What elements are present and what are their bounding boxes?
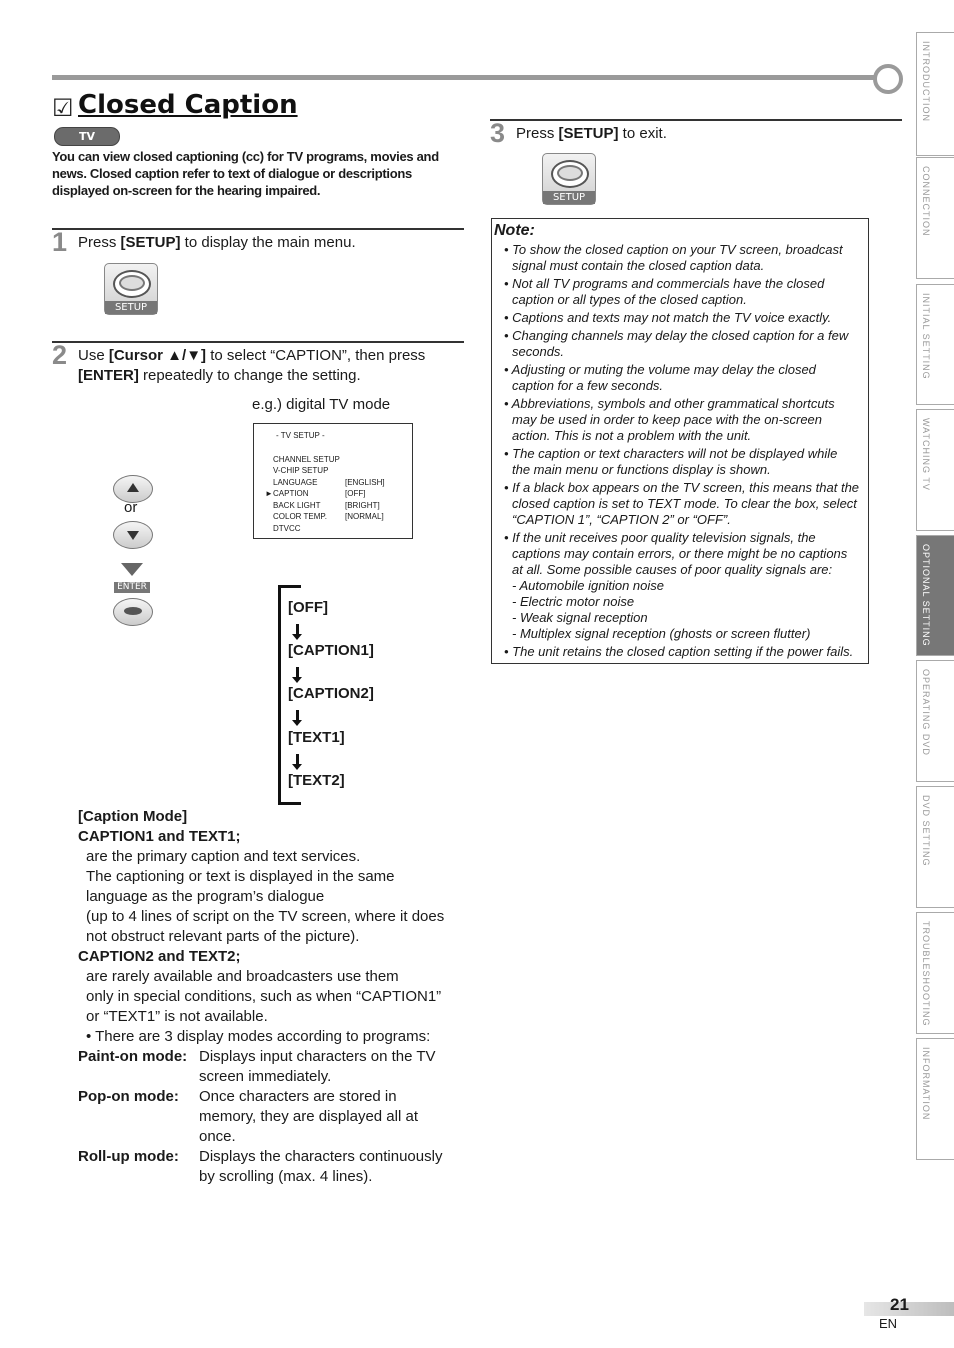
menu-item-value: [OFF] — [345, 489, 366, 498]
step3-text-post: to exit. — [618, 125, 667, 142]
note-line: • The unit retains the closed caption setting if the power fails. — [504, 644, 854, 659]
side-tab-label: INFORMATION — [921, 1047, 931, 1121]
page-number-bar — [864, 1302, 954, 1316]
mode-desc: by scrolling (max. 4 lines). — [199, 1168, 373, 1185]
caption2-line: are rarely available and broadcasters use them — [86, 968, 399, 985]
flow-item: [CAPTION1] — [288, 642, 374, 659]
note-line: • Changing channels may delay the closed caption for a few — [504, 328, 849, 343]
note-line: at all. Some possible causes of poor quality signals are: — [512, 562, 833, 577]
menu-item-label: V-CHIP SETUP — [273, 466, 329, 475]
note-line: • Abbreviations, symbols and other grammatical shortcuts — [504, 396, 835, 411]
side-tab-optional-setting[interactable] — [916, 535, 954, 656]
caption-mode-section — [78, 807, 464, 1047]
menu-item-label: CHANNEL SETUP — [273, 455, 340, 464]
page-number: 21 — [890, 1295, 909, 1314]
enter-button-dot — [124, 607, 142, 615]
menu-item-label: DTVCC — [273, 524, 301, 533]
side-tab-label: INTRODUCTION — [921, 41, 931, 122]
note-item — [504, 480, 866, 528]
step3-text — [516, 124, 667, 144]
caption1-line: not obstruct relevant parts of the picture). — [86, 928, 360, 945]
side-tab-operating-dvd[interactable] — [916, 660, 954, 782]
mode-name: Pop-on mode: — [78, 1088, 179, 1105]
note-line: • Not all TV programs and commercials have the closed — [504, 276, 825, 291]
side-tab-label: OPERATING DVD — [921, 669, 931, 756]
step2-line2-post: repeatedly to change the setting. — [138, 367, 361, 384]
step3-text-pre: Press — [516, 125, 559, 142]
side-tab-dvd-setting[interactable] — [916, 786, 954, 908]
caption1-line: language as the program’s dialogue — [86, 888, 325, 905]
note-line: • If a black box appears on the TV screen, this means that the — [504, 480, 860, 495]
setup-button-icon — [542, 153, 596, 205]
setup-button-label: SETUP — [105, 301, 157, 314]
down-arrow-icon — [127, 531, 139, 540]
note-item — [504, 530, 866, 642]
note-line: signal must contain the closed caption data. — [512, 258, 765, 273]
step3-rule — [490, 119, 902, 121]
note-line: the main menu or functions display is shown. — [512, 462, 771, 477]
caption1-heading: CAPTION1 and TEXT1; — [78, 828, 241, 845]
step2-text — [78, 346, 468, 386]
note-line: - Multiplex signal reception (ghosts or screen flutter) — [512, 626, 811, 641]
menu-title: - TV SETUP - — [276, 431, 325, 440]
note-item — [504, 362, 866, 394]
tv-setup-menu-screen — [253, 423, 413, 539]
side-tab-label: INITIAL SETTING — [921, 293, 931, 380]
mode-desc: once. — [199, 1128, 236, 1145]
side-tab-initial-setting[interactable] — [916, 284, 954, 405]
step1-number: 1 — [52, 227, 68, 257]
step2-rule — [52, 341, 464, 343]
side-tab-information[interactable] — [916, 1038, 954, 1160]
side-tab-label: WATCHING TV — [921, 418, 931, 491]
step2-line1-pre: Use — [78, 347, 109, 364]
enter-label: ENTER — [114, 582, 150, 593]
flow-item: [OFF] — [288, 599, 328, 616]
flow-arrow-icon — [296, 624, 299, 636]
note-line: • The caption or text characters will not be displayed while — [504, 446, 838, 461]
step1-text — [78, 233, 356, 253]
intro-text: You can view closed captioning (cc) for TV programs, movies and news. Closed caption refer to text of dialogue or descriptions displayed on-screen for the hearing impaired. — [52, 149, 439, 198]
setup-button-inner — [119, 275, 145, 291]
flow-item: [TEXT1] — [288, 729, 345, 746]
side-tab-label: OPTIONAL SETTING — [921, 544, 931, 647]
step2-line2 — [78, 366, 468, 386]
mode-desc: memory, they are displayed all at — [199, 1108, 418, 1125]
note-line: • Captions and texts may not match the TV voice exactly. — [504, 310, 832, 325]
step1-text-post: to display the main menu. — [180, 234, 356, 251]
note-line: • If the unit receives poor quality television signals, the — [504, 530, 816, 545]
language-label: EN — [879, 1316, 898, 1331]
note-line: may be used in order to keep pace with the on-screen — [512, 412, 823, 427]
mode-desc: Displays input characters on the TV — [199, 1048, 436, 1065]
side-tab-label: CONNECTION — [921, 166, 931, 237]
step2-line1 — [78, 346, 468, 366]
note-item — [504, 396, 866, 444]
side-tab-troubleshooting[interactable] — [916, 912, 954, 1034]
note-item — [504, 310, 866, 326]
menu-item-label: LANGUAGE — [273, 478, 318, 487]
note-item — [504, 276, 866, 308]
step2-number: 2 — [52, 340, 68, 370]
flow-arrow-icon — [296, 667, 299, 679]
caption1-line: The captioning or text is displayed in the same — [86, 868, 395, 885]
note-item — [504, 328, 866, 360]
example-label: e.g.) digital TV mode — [252, 396, 391, 413]
note-line: action. This is not a problem with the unit. — [512, 428, 752, 443]
note-item — [504, 644, 866, 660]
step3-number: 3 — [490, 118, 506, 148]
step1-text-bold: [SETUP] — [120, 234, 181, 251]
note-line: • Adjusting or muting the volume may delay the closed — [504, 362, 816, 377]
note-line: seconds. — [512, 344, 565, 359]
note-item — [504, 446, 866, 478]
note-line: - Automobile ignition noise — [512, 578, 664, 593]
caption2-line: only in special conditions, such as when “CAPTION1” — [86, 988, 442, 1005]
checkbox-icon: ☑ — [52, 94, 74, 122]
menu-item-value: [ENGLISH] — [345, 478, 385, 487]
mode-name: Paint-on mode: — [78, 1048, 188, 1065]
arrow-down-icon — [121, 563, 143, 576]
flow-item: [CAPTION2] — [288, 685, 374, 702]
step2-line2-bold: [ENTER] — [78, 367, 139, 384]
step1-rule — [52, 228, 464, 230]
note-title: Note: — [494, 222, 535, 239]
side-tab-label: TROUBLESHOOTING — [921, 921, 931, 1027]
step3-text-bold: [SETUP] — [558, 125, 619, 142]
header-circle — [873, 64, 903, 94]
mode-desc: Displays the characters continuously — [199, 1148, 443, 1165]
note-line: captions may contain errors, or there might be no captions — [512, 546, 848, 561]
enter-button-icon — [113, 598, 153, 626]
note-line: caption for a few seconds. — [512, 378, 664, 393]
side-tab-label: DVD SETTING — [921, 795, 931, 867]
setup-button-icon — [104, 263, 158, 315]
step2-line1-bold: [Cursor ▲/▼] — [108, 347, 207, 364]
tv-badge: TV — [54, 127, 120, 146]
note-line: caption or all types of the closed caption. — [512, 292, 747, 307]
note-list — [504, 242, 866, 660]
note-line: - Weak signal reception — [512, 610, 648, 625]
mode-desc: Once characters are stored in — [199, 1088, 397, 1105]
cursor-down-button-icon — [113, 521, 153, 549]
menu-item-value: [NORMAL] — [345, 512, 384, 521]
menu-item-label: CAPTION — [273, 489, 309, 498]
note-line: closed caption is set to TEXT mode. To clear the box, select — [512, 496, 857, 511]
mode-desc: screen immediately. — [199, 1068, 332, 1085]
step1-text-pre: Press — [78, 234, 121, 251]
caption1-line: (up to 4 lines of script on the TV screen, where it does — [86, 908, 445, 925]
menu-item-label: COLOR TEMP. — [273, 512, 327, 521]
caption2-line: or “TEXT1” is not available. — [86, 1008, 268, 1025]
setup-button-label: SETUP — [543, 191, 595, 204]
menu-cursor-icon: ► — [265, 489, 273, 498]
up-arrow-icon — [127, 483, 139, 492]
mode-name: Roll-up mode: — [78, 1148, 179, 1165]
or-label: or — [124, 499, 138, 516]
caption1-line: are the primary caption and text services. — [86, 848, 361, 865]
side-tab-introduction[interactable] — [916, 32, 954, 156]
setup-button-inner — [557, 165, 583, 181]
modes-intro: • There are 3 display modes according to programs: — [86, 1028, 431, 1045]
header-rule — [52, 75, 882, 80]
side-tab-watching-tv[interactable] — [916, 409, 954, 531]
page-title: Closed Caption — [78, 90, 298, 120]
caption-mode-heading: [Caption Mode] — [78, 808, 188, 825]
step2-line1-post: to select “CAPTION”, then press — [206, 347, 426, 364]
side-tab-connection[interactable] — [916, 157, 954, 279]
note-line: - Electric motor noise — [512, 594, 635, 609]
note-line: “CAPTION 1”, “CAPTION 2” or “OFF”. — [512, 512, 731, 527]
flow-arrow-icon — [296, 710, 299, 722]
menu-item-label: BACK LIGHT — [273, 501, 321, 510]
flow-item: [TEXT2] — [288, 772, 345, 789]
note-item — [504, 242, 866, 274]
menu-item-value: [BRIGHT] — [345, 501, 380, 510]
caption2-heading: CAPTION2 and TEXT2; — [78, 948, 241, 965]
flow-arrow-icon — [296, 754, 299, 766]
note-line: • To show the closed caption on your TV screen, broadcast — [504, 242, 843, 257]
